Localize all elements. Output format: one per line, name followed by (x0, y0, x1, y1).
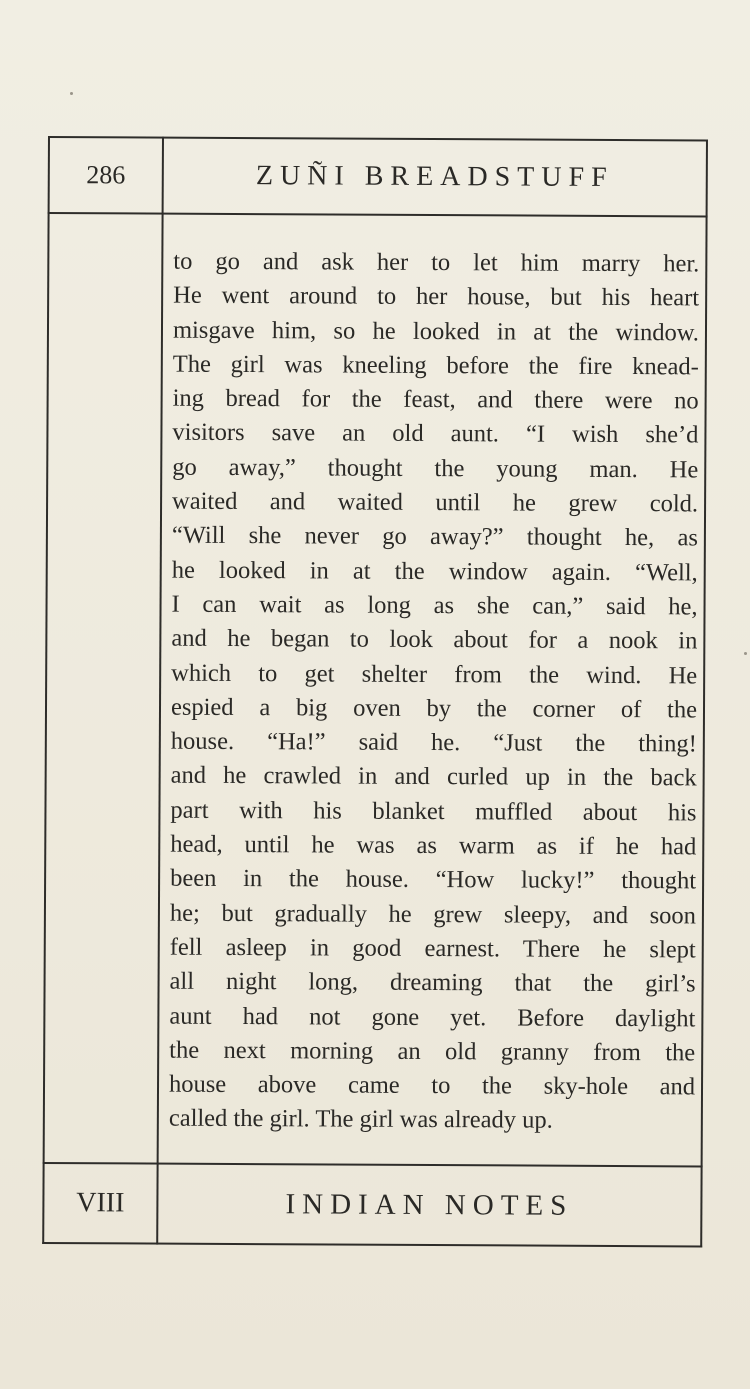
body-line: the next morning an old granny from the (169, 1036, 696, 1067)
page-frame (42, 136, 708, 1249)
body-line: and he crawled in and curled up in the back (170, 762, 697, 792)
body-line: which to get shelter from the wind. He (171, 659, 698, 689)
body-line: go away,” thought the young man. He (172, 453, 699, 484)
series-title: INDIAN NOTES (285, 1187, 574, 1222)
body-line: called the girl. The girl was already up. (168, 1105, 553, 1135)
body-line: “Will she never go away?” thought he, as (171, 522, 698, 552)
frame-left-rule (42, 136, 50, 1244)
body-line: He went around to her house, but his heart (173, 281, 700, 312)
chapter-number: VIII (76, 1187, 125, 1219)
body-line: head, until he was as warm as if he had (170, 830, 697, 861)
body-line: fell asleep in good earnest. There he slept (169, 933, 696, 964)
body-line: he; but gradually he grew sleepy, and soon (169, 899, 696, 930)
body-line: The girl was kneeling before the fire knead- (172, 350, 699, 381)
body-line: been in the house. “How lucky!” thought (170, 864, 697, 895)
body-line: and he began to look about for a nook in (171, 624, 698, 655)
margin-divider-rule (156, 137, 164, 1245)
body-line: I can wait as long as she can,” said he, (171, 590, 698, 621)
body-line: visitors save an old aunt. “I wish she’d (172, 419, 699, 449)
body-line: ing bread for the feast, and there were no (172, 384, 699, 415)
body-line: part with his blanket muffled about his (170, 796, 697, 827)
body-line: all night long, dreaming that the girl’s (169, 967, 696, 998)
body-line: house above came to the sky-hole and (168, 1070, 696, 1101)
body-line: espied a big oven by the corner of the (170, 693, 698, 724)
body-text (169, 245, 700, 1139)
body-line: to go and ask her to let him marry her. (173, 247, 700, 278)
page-number: 286 (86, 160, 126, 190)
paper-speck (744, 652, 747, 655)
body-line: house. “Ha!” said he. “Just the thing! (170, 727, 697, 758)
body-line: misgave him, so he looked in at the window. (172, 316, 700, 347)
body-line: he looked in at the window again. “Well, (171, 556, 698, 587)
frame-right-rule (700, 139, 708, 1247)
paper-speck (70, 92, 73, 95)
running-title: ZUÑI BREADSTUFF (255, 160, 614, 193)
body-line: waited and waited until he grew cold. (172, 487, 699, 518)
body-line: aunt had not gone yet. Before daylight (169, 1002, 696, 1032)
